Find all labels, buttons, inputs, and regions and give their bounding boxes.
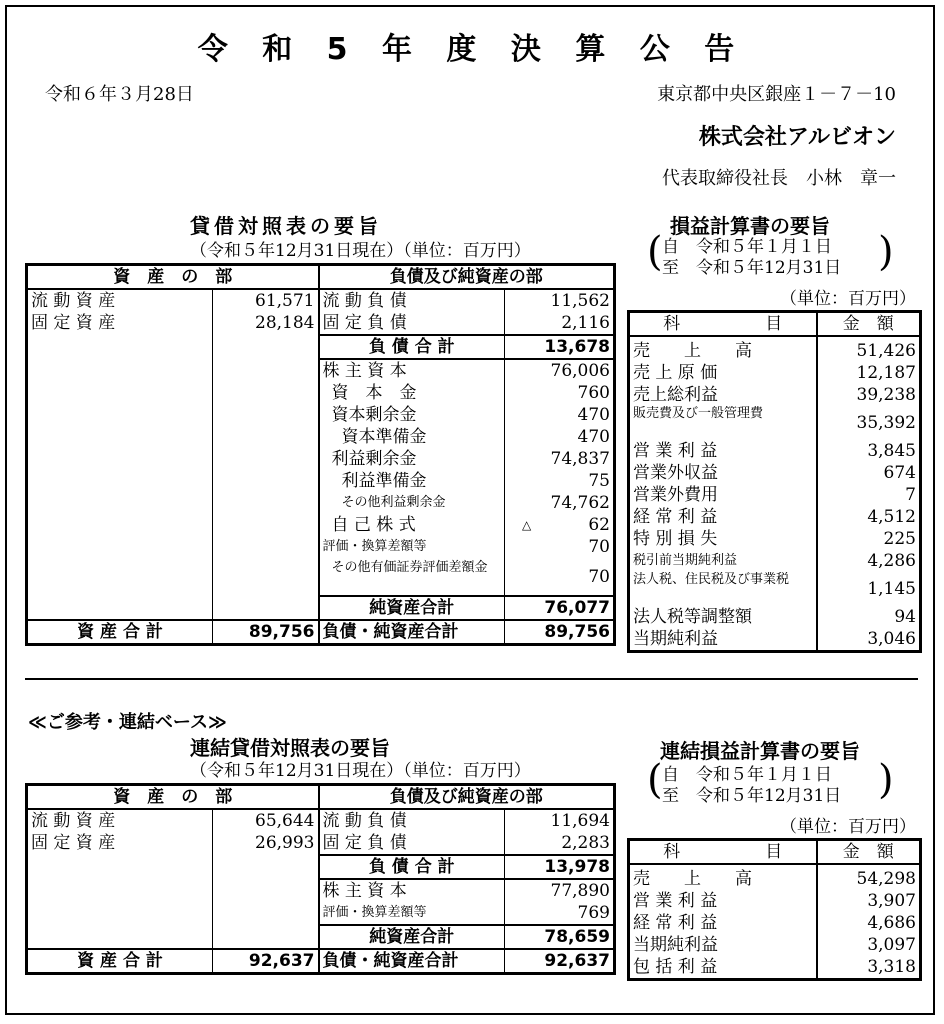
pl-title: 損益計算書の要旨 <box>670 214 830 238</box>
table-row: 営 業 利 益 3,845 <box>629 440 921 462</box>
table-row: 流 動 資 産 61,571 流 動 負 債 11,562 <box>27 289 615 312</box>
table-row: 利益剰余金 74,837 <box>27 448 615 470</box>
section-divider <box>25 678 918 680</box>
paren-left: ( <box>647 757 663 803</box>
bs-header-row <box>27 265 615 290</box>
bs-assets-header: 資 産 の 部 <box>27 265 319 290</box>
table-row: 純資産合計 78,659 <box>27 925 615 949</box>
table-row: 自 己 株 式 △ 62 <box>27 514 615 536</box>
income-statement-table <box>627 310 922 653</box>
table-row: その他利益剰余金 74,762 <box>27 492 615 514</box>
table-row: 法人税等調整額 94 <box>629 606 921 628</box>
table-row: 株 主 資 本 77,890 <box>27 879 615 902</box>
table-row: 売 上 高 51,426 <box>629 336 921 362</box>
table-row: 負 債 合 計 13,978 <box>27 855 615 879</box>
paren-right: ) <box>878 757 894 803</box>
pl-unit: （単位：百万円） <box>780 289 916 309</box>
table-row: 資本剰余金 470 <box>27 404 615 426</box>
table-row: 経 常 利 益 4,686 <box>629 912 921 934</box>
table-row: 流 動 資 産 65,644 流 動 負 債 11,694 <box>27 809 615 832</box>
table-row: 資本準備金 470 <box>27 426 615 448</box>
cpl-unit: （単位：百万円） <box>780 817 916 837</box>
triangle-mark: △ <box>522 518 532 532</box>
consolidated-income-table <box>627 838 922 981</box>
cpl-period: 自 令和５年１月１日 至 令和５年12月31日 <box>662 765 842 806</box>
bs-total-row: 資 産 合 計 89,756 負債・純資産合計 89,756 <box>27 620 615 645</box>
table-row: 固 定 資 産 28,184 固 定 負 債 2,116 <box>27 312 615 335</box>
table-row: 当期純利益 3,046 <box>629 628 921 652</box>
table-row: 法人税、住民税及び事業税 1,145 <box>629 572 921 606</box>
table-row: 売 上 原 価 12,187 <box>629 362 921 384</box>
table-row: 営 業 利 益 3,907 <box>629 890 921 912</box>
paren-right: ) <box>878 229 894 275</box>
notice-date: 令和６年３月28日 <box>45 84 194 105</box>
table-row: その他有価証券評価差額金 70 <box>27 558 615 596</box>
cbs-title: 連結貸借対照表の要旨 <box>190 736 390 760</box>
cbs-header-row: 資 産 の 部 負債及び純資産の部 <box>27 785 615 810</box>
table-row: 売上総利益 39,238 <box>629 384 921 406</box>
cbs-total-row: 資 産 合 計 92,637 負債・純資産合計 92,637 <box>27 949 615 974</box>
table-row: 特 別 損 失 225 <box>629 528 921 550</box>
cbs-subtitle: （令和５年12月31日現在）（単位：百万円） <box>190 761 531 781</box>
bs-liab-header: 負債及び純資産の部 <box>319 265 615 290</box>
consolidated-balance-sheet-table <box>25 783 616 975</box>
company-address: 東京都中央区銀座１－７－10 <box>657 84 896 105</box>
table-row: 純資産合計 76,077 <box>27 596 615 620</box>
bs-title: 貸借対照表の要旨 <box>190 214 382 238</box>
table-row: 営業外費用 7 <box>629 484 921 506</box>
pl-header-row: 科 目 金 額 <box>629 312 921 337</box>
table-row: 売 上 高 54,298 <box>629 864 921 890</box>
bs-subtitle: （令和５年12月31日現在）（単位：百万円） <box>190 241 531 261</box>
table-row: 販売費及び一般管理費 35,392 <box>629 406 921 440</box>
cpl-title: 連結損益計算書の要旨 <box>660 739 860 763</box>
representative: 代表取締役社長 小林 章一 <box>662 168 896 189</box>
table-row: 資 本 金 760 <box>27 382 615 404</box>
table-row: 利益準備金 75 <box>27 470 615 492</box>
table-row: 税引前当期純利益 4,286 <box>629 550 921 572</box>
cpl-header-row: 科 目 金 額 <box>629 840 921 865</box>
table-row: 営業外収益 674 <box>629 462 921 484</box>
table-row: 負 債 合 計 13,678 <box>27 335 615 359</box>
table-row: 評価・換算差額等 70 <box>27 536 615 558</box>
table-row: 当期純利益 3,097 <box>629 934 921 956</box>
table-row: 経 常 利 益 4,512 <box>629 506 921 528</box>
table-row: 固 定 資 産 26,993 固 定 負 債 2,283 <box>27 832 615 855</box>
table-row: 評価・換算差額等 769 <box>27 902 615 925</box>
table-row: 包 括 利 益 3,318 <box>629 956 921 980</box>
table-row: 株 主 資 本 76,006 <box>27 359 615 382</box>
ref-label: ≪ご参考・連結ベース≫ <box>28 712 227 733</box>
paren-left: ( <box>647 229 663 275</box>
page-title: 令 和 5 年 度 決 算 公 告 <box>197 32 747 67</box>
company-name: 株式会社アルビオン <box>698 125 896 150</box>
balance-sheet-table <box>25 263 616 646</box>
pl-period: 自 令和５年１月１日 至 令和５年12月31日 <box>662 237 842 278</box>
